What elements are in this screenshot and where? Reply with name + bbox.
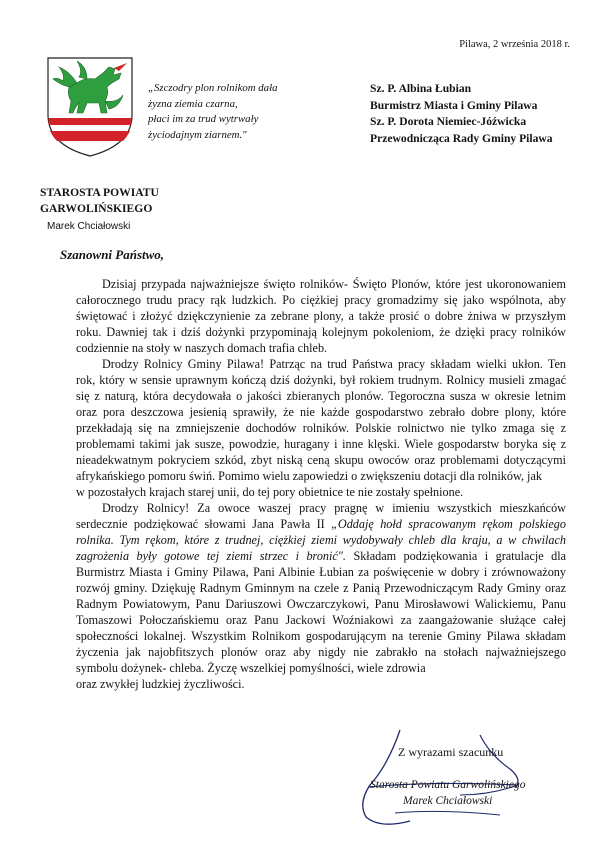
body-line: przekładają się na zmniejszenie dochodów rolników. Polskie rolnictwo nie tylko zmaga się z: [76, 421, 566, 435]
body-line: [58, 548, 566, 564]
body-line: Drodzy Rolnicy Gminy Pilawa! Patrząc na trud Państwa pracy składam wielki ukłon. Ten: [102, 357, 566, 371]
body-line: Drodzy Rolnicy! Za owoce waszej pracy pragnę w imieniu wszystkich mieszkańców: [102, 501, 566, 515]
body-line: rok, który w sensie uprawnym kończą dziś dożynki, był rokiem trudnym. Rolnicy musieli zmagać: [76, 373, 566, 387]
recipient-line: Sz. P. Dorota Niemiec-Jóźwicka: [370, 115, 527, 128]
body-line: Dzisiaj przypada najważniejsze święto rolników- Święto Plonów, które jest ukoronowaniem: [102, 277, 566, 291]
letter-body: [58, 276, 566, 692]
body-line: Tomaszowi Połoczańskiemu oraz Panu Jackowi Woźniakowi za zaangażowanie służące całej: [76, 613, 566, 627]
pope-quote-part: zagrożenia były gotowe tej ziemi strzec i bronić".: [76, 549, 346, 563]
body-line: codziennie na stoły w naszych domach trafia chleb.: [76, 341, 328, 355]
paragraph-3: [58, 500, 566, 692]
body-line: [58, 516, 566, 532]
body-line: świętować i złożyć dziękczynienie za zebrane plony, a także prosić o dobre żniwa w przyszłym: [76, 309, 566, 323]
pope-quote-part: rolnika. Tym rękom, które z trudnej, ciężkiej ziemi wydobywały chleb dla kraju, a w chwilach: [76, 533, 566, 547]
paragraph-1: [58, 276, 566, 356]
body-line: rozwój gminy. Dziękuję Radnym Gminnym na czele z Panią Przewodniczącym Rady Gminy oraz: [76, 581, 566, 595]
closing-salutation: Z wyrazami szacunku: [398, 745, 504, 759]
quote-line: życiodajnym ziarnem.": [148, 128, 247, 141]
quote-line: „Szczodry plon rolnikom dała: [148, 82, 278, 94]
recipients-block: [370, 81, 553, 147]
letter-date: Pilawa, 2 września 2018 r.: [459, 39, 570, 50]
body-line: się z naturą, która decydowała o jakości zbieranych plonów. Tegoroczna susza w okresie letnim: [76, 389, 566, 403]
recipient-line: Sz. P. Albina Łubian: [370, 82, 472, 95]
sender-title-line: STAROSTA POWIATU: [40, 186, 159, 199]
body-line: oraz pora deszczowa jesienią sprawiły, że nie każde gospodarstwo zebrało dobre plony, które: [76, 405, 566, 419]
body-line: [58, 532, 566, 548]
body-line-part: serdecznie podziękować słowami Jana Pawła II: [76, 517, 332, 531]
body-line: problemami takimi jak susze, powodzie, huragany i inne klęski. Wiele gospodarstw boryka się z: [76, 437, 566, 451]
quote-line: płaci im za trud wytrwały: [148, 113, 259, 125]
recipient-line: Przewodnicząca Rady Gminy Pilawa: [370, 131, 553, 145]
body-line-part: Składam podziękowania i gratulacje dla: [345, 549, 566, 563]
signature-name: Marek Chciałowski: [403, 795, 493, 807]
pope-quote-part: „Oddaję hołd spracowanym rękom polskiego: [331, 517, 566, 531]
body-line: Radnym Powiatowym, Panu Dariuszowi Owczarczykowi, Panu Mirosławowi Walickiemu, Panu: [76, 597, 566, 611]
body-line: życzenia jak najobfitszych plonów oraz aby nigdy nie zabrakło na stołach najważniejszego: [76, 645, 566, 659]
body-line: nieadekwatnym pokryciem szkód, zbyt niską ceną skupu owoców oraz problemami dotyczącymi: [76, 453, 566, 467]
paragraph-2: [58, 356, 566, 500]
sender-title: [40, 185, 159, 216]
sender-title-line: GARWOLIŃSKIEGO: [40, 201, 153, 215]
greeting: Szanowni Państwo,: [60, 247, 165, 262]
sender-name: Marek Chciałowski: [47, 221, 131, 232]
body-line: symbolu dożynek- chleba. Życzę wszelkiej pomyślności, wiele zdrowia: [76, 661, 426, 675]
quote-line: żyzna ziemia czarna,: [148, 97, 238, 110]
body-line: społeczności lokalnej. Wszystkim Rolnikom gospodarującym na terenie Gminy Pilawa składam: [76, 629, 566, 643]
green-dragon-coat-of-arms-icon: [47, 57, 133, 157]
harvest-quote: [148, 81, 277, 143]
body-line: oraz zwykłej ludzkiej życzliwości.: [76, 677, 245, 691]
body-line: w pozostałych krajach starej unii, do tej pory obietnice te nie zostały spełnione.: [76, 485, 464, 499]
body-line: całorocznego trudu pracy rąk ludzkich. Po ciężkiej pracy gromadzimy się jako wspólnota, aby: [76, 293, 566, 307]
body-line: Burmistrz Miasta i Gminy Pilawa, Pani Albinie Łubian za poświęcenie w dobry i zrównoważony: [76, 565, 566, 579]
body-line: afrykańskiego pomoru świń. Pomimo wielu zapowiedzi o zwiększeniu dotacji dla rolników, jak: [76, 469, 542, 483]
signature-title: Starosta Powiatu Garwolińskiego: [370, 779, 526, 791]
recipient-line: Burmistrz Miasta i Gminy Pilawa: [370, 98, 538, 112]
body-line: roku. Dawniej tak i dziś dożynki przypominają kolejnym pokoleniom, że dzięki pracy rolników: [76, 325, 566, 339]
